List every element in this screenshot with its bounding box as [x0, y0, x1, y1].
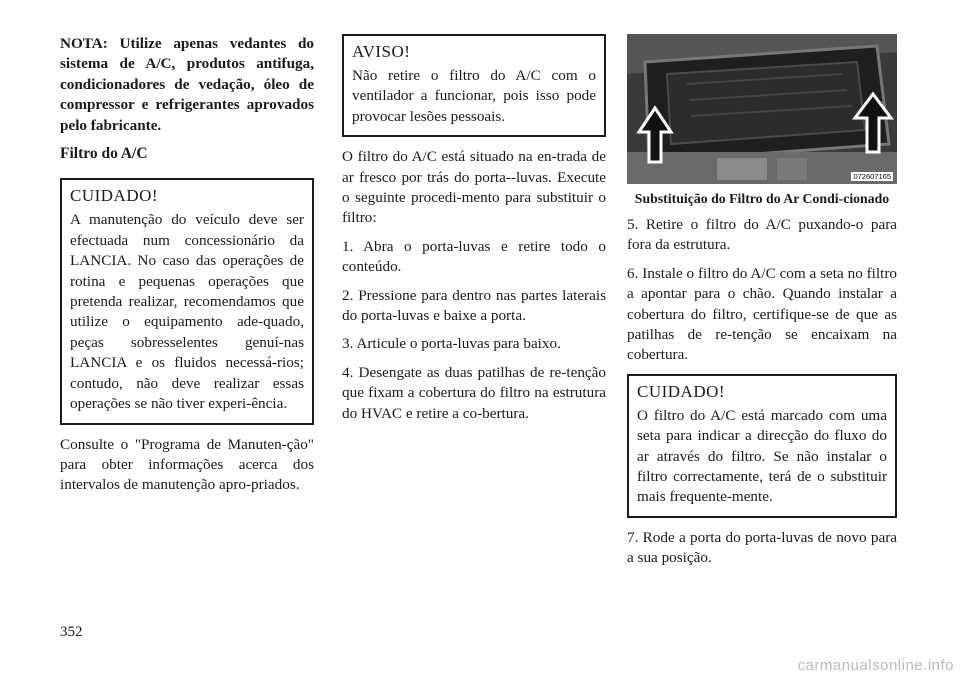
step-1: 1. Abra o porta-luvas e retire todo o conteúdo.	[342, 237, 606, 276]
column-right	[627, 34, 897, 577]
caution-box	[60, 178, 314, 424]
warning-text: Não retire o filtro do A/C com o ventilador a funcionar, pois isso pode provocar lesões pessoais.	[352, 67, 596, 125]
step-6: 6. Instale o filtro do A/C com a seta no filtro a apontar para o chão. Quando instalar a cobertura do filtro, certifique-se de que as patilhas de re-tenção se encaixam na cobertura.	[627, 264, 897, 364]
page-number: 352	[60, 624, 83, 640]
step-5: 5. Retire o filtro do A/C puxando-o para fora da estrutura.	[627, 216, 897, 254]
caution-box-right	[627, 374, 897, 518]
warning-title: AVISO!	[352, 42, 411, 61]
caution-title-right: CUIDADO!	[637, 381, 726, 401]
note-paragraph: NOTA: Utilize apenas vedantes do sistema de A/C, produtos antifuga, condicionadores de vedação, óleo de compressor e refrigerantes aprovados pelo fabricante.	[60, 35, 314, 134]
watermark-link[interactable]: carmanualsonline.info	[797, 657, 954, 674]
step-2: 2. Pressione para dentro nas partes laterais do porta-luvas e baixe a porta.	[342, 286, 606, 325]
figure-code: 072607165	[853, 172, 891, 181]
section-heading: Filtro do A/C	[60, 145, 148, 163]
caution-title: CUIDADO!	[70, 186, 159, 206]
intro-paragraph: O filtro do A/C está situado na en-trada de ar fresco por trás do porta--luvas. Execute o seguinte procedi-mento para substituir o filtro:	[342, 148, 606, 227]
step-4: 4. Desengate as duas patilhas de re-tenção que fixam a cobertura do filtro na estrutura do HVAC e retire a co-bertura.	[342, 363, 606, 422]
figure-caption: Substituição do Filtro do Ar Condi-cionado	[634, 191, 890, 206]
caution-text-right: O filtro do A/C está marcado com uma seta para indicar a direcção do fluxo do ar através do filtro. Se não instalar o filtro correctamente, terá de o substituir mais frequente-mente.	[637, 406, 887, 506]
warning-box	[342, 34, 606, 137]
filter-illustration	[627, 34, 897, 184]
consult-paragraph: Consulte o "Programa de Manuten-ção" para obter informações acerca dos intervalos de manutenção apro-priados.	[60, 435, 314, 494]
step-7: 7. Rode a porta do porta-luvas de novo para a sua posição.	[627, 528, 897, 567]
column-middle	[342, 34, 606, 432]
column-left	[60, 34, 314, 504]
filter-photo	[627, 34, 897, 184]
step-3: 3. Articule o porta-luvas para baixo.	[342, 335, 561, 353]
caution-text: A manutenção do veículo deve ser efectuada num concessionário da LANCIA. No caso das operações de rotina e pequenas operações que pretenda realizar, recomendamos que utilize o equipamento ade-quado, peças sobresselentes genuí-nas LANCIA e os fluidos necessá-rios; contudo, não deve realizar essas operações se não tiver experi-ência.	[70, 211, 304, 413]
